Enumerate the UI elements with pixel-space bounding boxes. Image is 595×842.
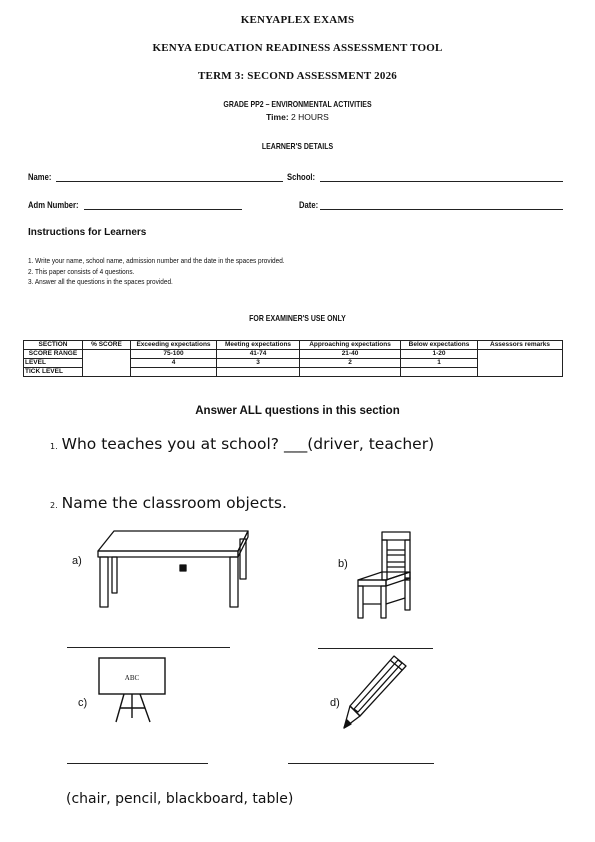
answer-line-d[interactable] <box>288 763 434 764</box>
table-cell: TICK LEVEL <box>24 368 83 377</box>
examiner-title <box>0 313 595 323</box>
date-label: Date: <box>299 200 319 210</box>
table-cell: SCORE RANGE <box>24 350 83 359</box>
table-cell: 1 <box>401 359 478 368</box>
table-cell: 3 <box>217 359 300 368</box>
table-header: Below expectations <box>401 341 478 350</box>
question-text: Who teaches you at school? ___(driver, teacher) <box>61 435 435 453</box>
table-header: Assessors remarks <box>478 341 563 350</box>
answer-line-c[interactable] <box>67 763 208 764</box>
table-cell: LEVEL <box>24 359 83 368</box>
instructions-title: Instructions for Learners <box>28 227 147 238</box>
table-header: % SCORE <box>83 341 131 350</box>
object-label-a: a) <box>72 555 82 567</box>
question-1 <box>50 435 434 453</box>
examiner-title-label: FOR EXAMINER'S USE ONLY <box>249 313 346 323</box>
answer-line-b[interactable] <box>318 648 433 649</box>
question-number: 1. <box>50 442 58 451</box>
section-title: Answer ALL questions in this section <box>195 405 400 417</box>
board-text: ABC <box>124 674 140 682</box>
table-cell: 75-100 <box>131 350 217 359</box>
name-label: Name: <box>28 172 52 182</box>
school-label: School: <box>287 172 316 182</box>
instruction-item: 3. Answer all the questions in the spaces provided. <box>28 277 173 286</box>
examiner-table <box>23 340 563 377</box>
table-cell: 1-20 <box>401 350 478 359</box>
time-line <box>0 112 595 122</box>
school-field[interactable] <box>320 181 563 182</box>
tick-cell[interactable] <box>131 368 217 377</box>
tick-cell[interactable] <box>401 368 478 377</box>
table-cell: 21-40 <box>300 350 401 359</box>
question-number: 2. <box>50 501 58 510</box>
answer-line-a[interactable] <box>67 647 230 648</box>
percent-score-cell[interactable] <box>83 350 131 377</box>
learner-details-title <box>0 141 595 151</box>
table-header-row <box>24 341 563 350</box>
table-row <box>24 350 563 359</box>
table-header: SECTION <box>24 341 83 350</box>
instructions-list <box>28 256 285 288</box>
table-cell: 2 <box>300 359 401 368</box>
adm-number-field[interactable] <box>84 209 242 210</box>
subject-label: GRADE PP2 – ENVIRONMENTAL ACTIVITIES <box>223 99 372 109</box>
tick-cell[interactable] <box>300 368 401 377</box>
org-title: KENYAPLEX EXAMS <box>240 14 355 26</box>
table-cell: 4 <box>131 359 217 368</box>
pencil-icon <box>340 652 410 732</box>
time-label: Time: <box>266 112 289 122</box>
tick-cell[interactable] <box>217 368 300 377</box>
name-field[interactable] <box>56 181 283 182</box>
table-cell: 41-74 <box>217 350 300 359</box>
object-label-d: d) <box>330 697 340 709</box>
object-label-b: b) <box>338 558 348 570</box>
chair-icon <box>352 528 416 624</box>
table-icon <box>92 525 252 615</box>
instruction-item: 2. This paper consists of 4 questions. <box>28 266 135 276</box>
question-text: Name the classroom objects. <box>61 494 287 512</box>
term-title: TERM 3: SECOND ASSESSMENT 2026 <box>198 70 397 82</box>
subject-title <box>0 99 595 109</box>
table-header: Approaching expectations <box>300 341 401 350</box>
instruction-item: 1. Write your name, school name, admission number and the date in the spaces provided. <box>28 256 285 265</box>
question-2 <box>50 494 287 512</box>
object-label-c: c) <box>78 697 88 709</box>
adm-number-label: Adm Number: <box>28 200 79 210</box>
table-header: Meeting expectations <box>217 341 300 350</box>
date-field[interactable] <box>320 209 563 210</box>
time-value: 2 HOURS <box>291 112 329 122</box>
choices-text: (chair, pencil, blackboard, table) <box>66 791 294 807</box>
table-header: Exceeding expectations <box>131 341 217 350</box>
blackboard-icon <box>96 656 168 728</box>
learner-details-label: LEARNER'S DETAILS <box>261 141 334 151</box>
assessment-tool-title: KENYA EDUCATION READINESS ASSESSMENT TOOL <box>152 42 443 54</box>
assessors-remarks-cell[interactable] <box>478 350 563 377</box>
